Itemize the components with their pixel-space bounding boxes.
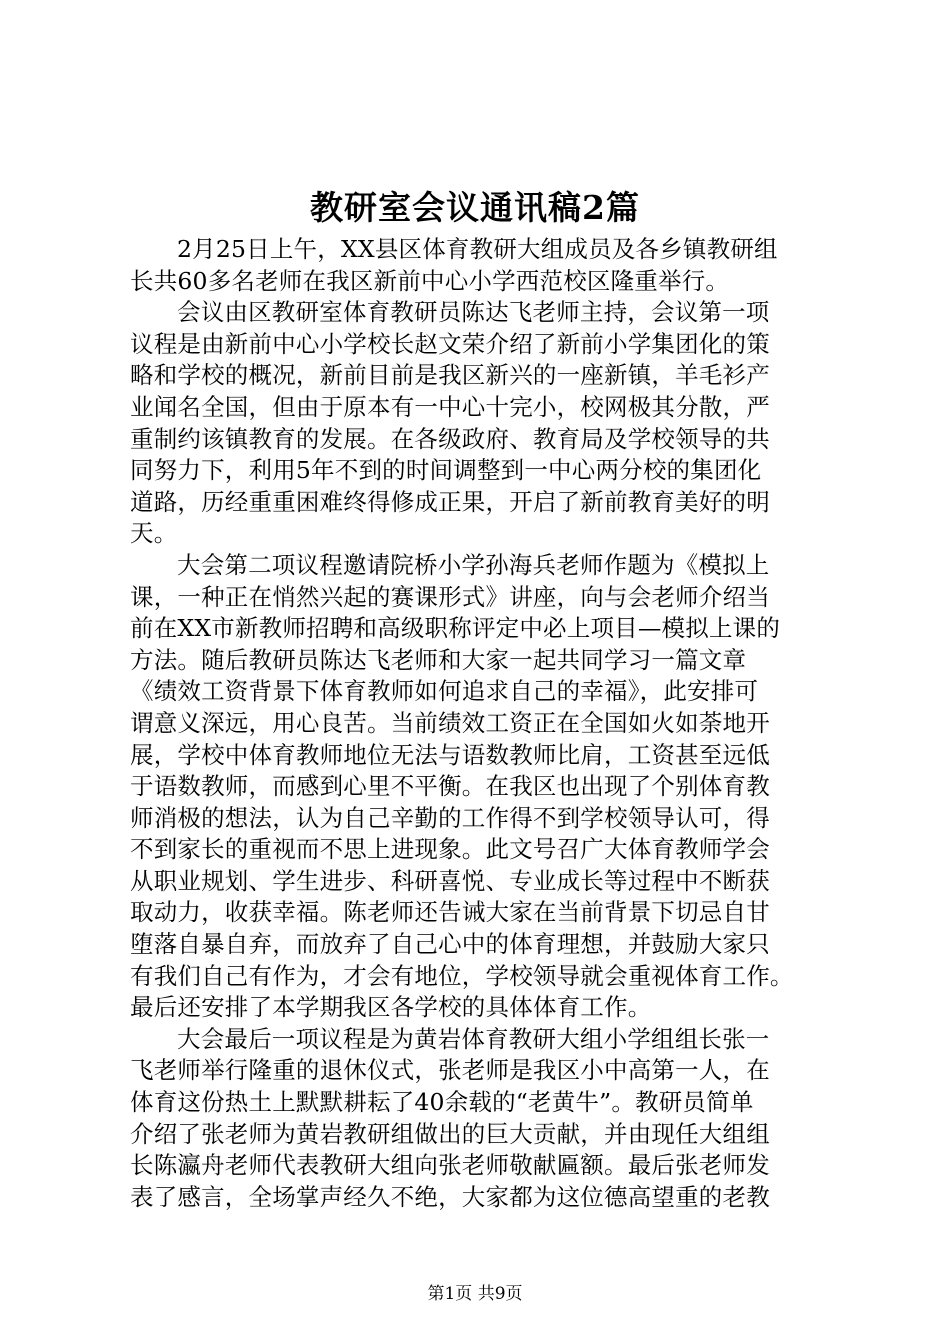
paragraph-3-line-9: 师消极的想法，认为自己辛勤的工作得不到学校领导认可，得 [130,803,770,832]
paragraph-2-line-4: 业闻名全国，但由于原本有一中心十完小，校网极其分散，严 [130,392,770,421]
paragraph-2-line-5: 重制约该镇教育的发展。在各级政府、教育局及学校领导的共 [130,424,770,453]
paragraph-3-line-1: 大会第二项议程邀请院桥小学孙海兵老师作题为《模拟上 [177,550,770,579]
paragraph-2-line-2: 议程是由新前中心小学校长赵文荣介绍了新前小学集团化的策 [130,329,770,358]
paragraph-2-line-6: 同努力下，利用5年不到的时间调整到一中心两分校的集团化 [130,456,762,485]
paragraph-3-line-6: 谓意义深远，用心良苦。当前绩效工资正在全国如火如荼地开 [130,708,770,737]
paragraph-4-line-6: 表了感言，全场掌声经久不绝，大家都为这位德高望重的老教 [130,1182,770,1211]
page-footer: 第1页 共9页 [427,1284,523,1304]
paragraph-3-line-4: 方法。随后教研员陈达飞老师和大家一起共同学习一篇文章 [130,645,747,674]
paragraph-3-line-13: 堕落自暴自弃，而放弃了自己心中的体育理想，并鼓励大家只 [130,930,770,959]
paragraph-3-line-7: 展，学校中体育教师地位无法与语数教师比肩，工资甚至远低 [130,740,770,769]
paragraph-3-line-12: 取动力，收获幸福。陈老师还告诫大家在当前背景下切忌自甘 [130,898,770,927]
paragraph-4-line-1: 大会最后一项议程是为黄岩体育教研大组小学组组长张一 [177,1024,770,1053]
paragraph-3-line-14: 有我们自己有作为，才会有地位，学校领导就会重视体育工作。 [130,961,794,990]
paragraph-3-line-15: 最后还安排了本学期我区各学校的具体体育工作。 [130,993,652,1022]
paragraph-2-line-8: 天。 [130,519,178,548]
paragraph-3-line-8: 于语数教师，而感到心里不平衡。在我区也出现了个别体育教 [130,772,770,801]
paragraph-2-line-3: 略和学校的概况，新前目前是我区新兴的一座新镇，羊毛衫产 [130,361,770,390]
document-body [130,234,830,1213]
document-title: 教研室会议通讯稿2篇 [310,188,640,227]
paragraph-4-line-3: 体育这份热土上默默耕耘了40余载的“老黄牛”。教研员简单 [130,1088,754,1117]
paragraph-1-line-2: 长共60多名老师在我区新前中心小学西范校区隆重举行。 [130,266,730,295]
paragraph-3-line-3: 前在XX市新教师招聘和高级职称评定中必上项目—模拟上课的 [130,614,781,643]
paragraph-2-line-1: 会议由区教研室体育教研员陈达飞老师主持，会议第一项 [177,298,770,327]
paragraph-2-line-7: 道路，历经重重困难终得修成正果，开启了新前教育美好的明 [130,487,770,516]
paragraph-3-line-2: 课，一种正在悄然兴起的赛课形式》讲座，向与会老师介绍当 [130,582,770,611]
paragraph-1-line-1: 2月25日上午，XX县区体育教研大组成员及各乡镇教研组 [177,235,778,263]
paragraph-4-line-4: 介绍了张老师为黄岩教研组做出的巨大贡献，并由现任大组组 [130,1119,770,1148]
paragraph-3-line-5: 《绩效工资背景下体育教师如何追求自己的幸福》，此安排可 [130,677,759,706]
paragraph-4-line-2: 飞老师举行隆重的退休仪式，张老师是我区小中高第一人，在 [130,1056,770,1085]
paragraph-3-line-10: 不到家长的重视而不思上进现象。此文号召广大体育教师学会 [130,835,770,864]
paragraph-3-line-11: 从职业规划、学生进步、科研喜悦、专业成长等过程中不断获 [130,866,770,895]
paragraph-4-line-5: 长陈瀛舟老师代表教研大组向张老师敬献匾额。最后张老师发 [130,1151,770,1180]
